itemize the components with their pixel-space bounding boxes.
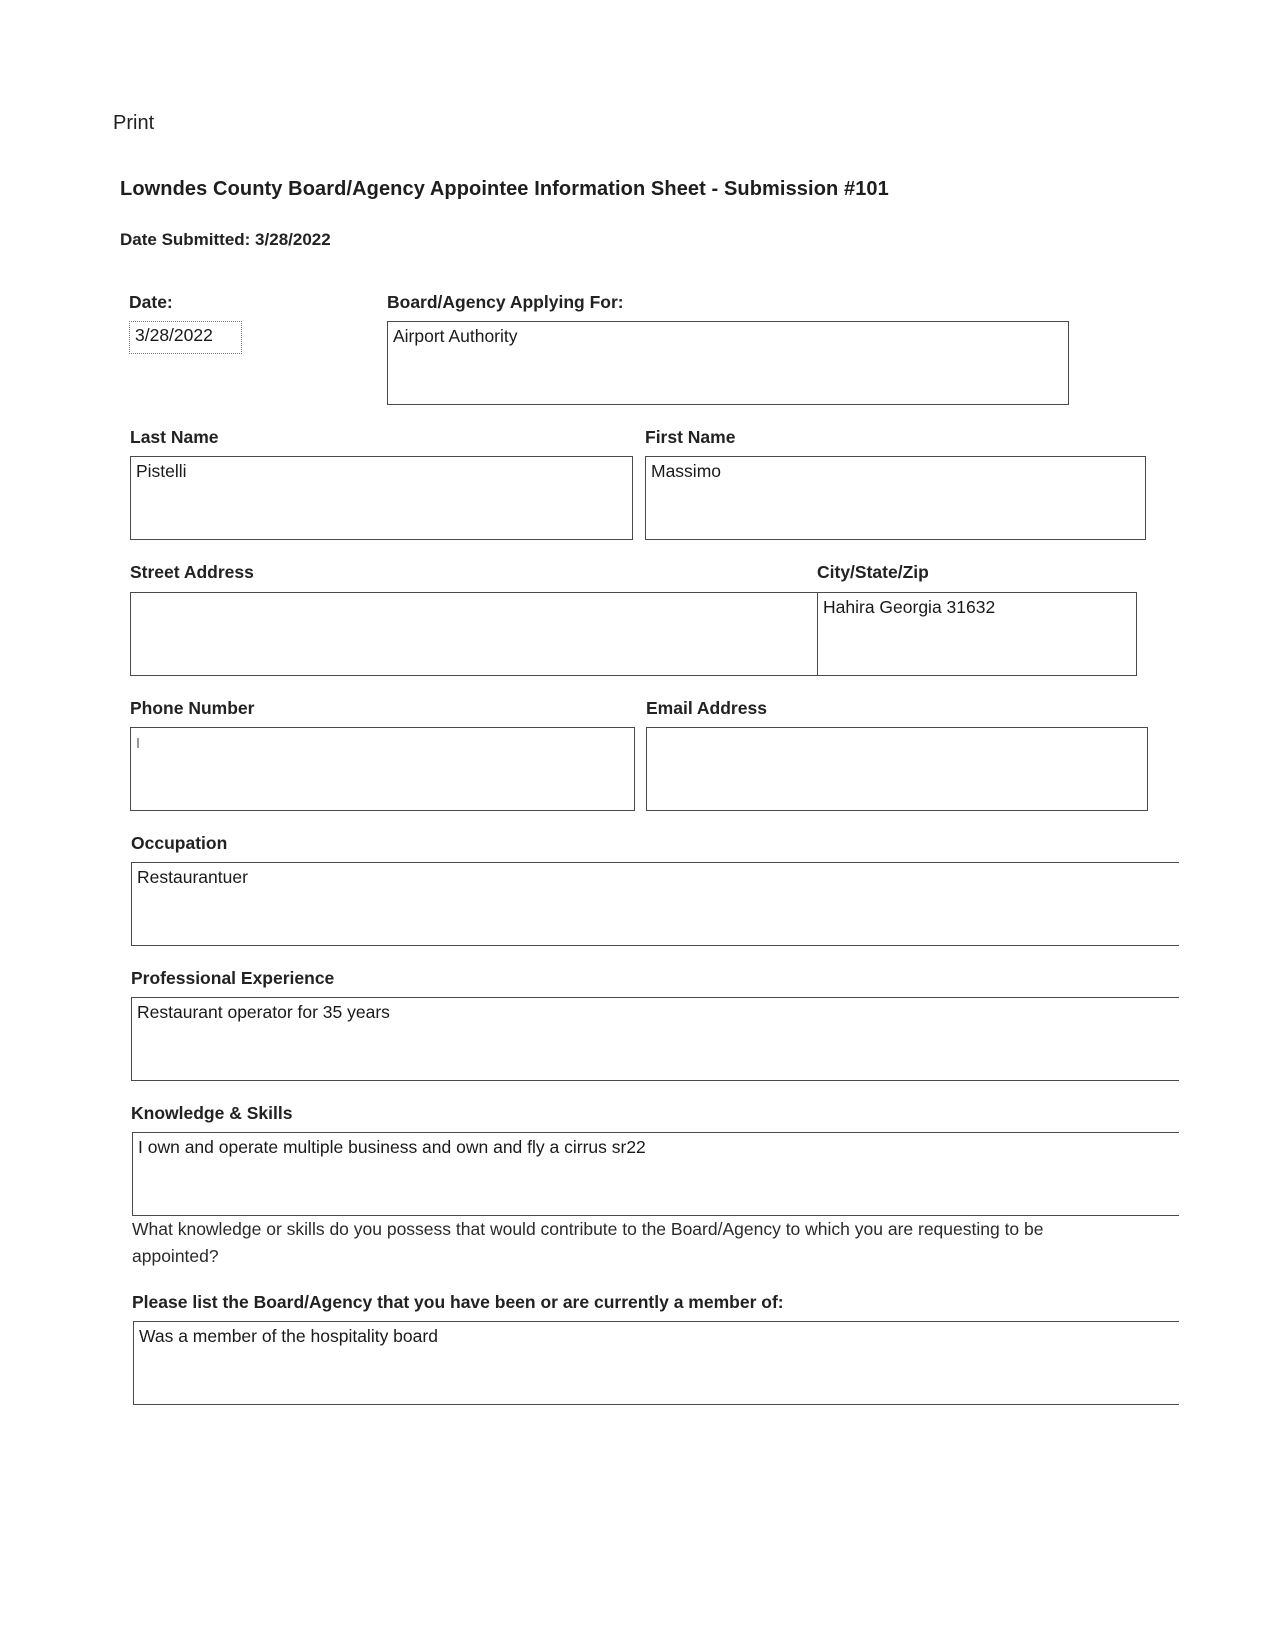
knowledge-skills-field[interactable]: I own and operate multiple business and own and fly a cirrus sr22: [132, 1132, 1179, 1216]
knowledge-skills-label: Knowledge & Skills: [131, 1103, 293, 1123]
city-state-zip-label: City/State/Zip: [817, 562, 929, 582]
email-field[interactable]: [646, 727, 1148, 811]
street-address-label: Street Address: [130, 562, 254, 582]
date-submitted: Date Submitted: 3/28/2022: [120, 230, 331, 249]
email-label: Email Address: [646, 698, 767, 718]
page-title: Lowndes County Board/Agency Appointee Information Sheet - Submission #101: [120, 178, 889, 200]
memberships-field[interactable]: Was a member of the hospitality board: [133, 1321, 1179, 1405]
first-name-field[interactable]: Massimo: [645, 456, 1146, 540]
date-field[interactable]: 3/28/2022: [129, 321, 242, 354]
street-address-field[interactable]: [130, 592, 818, 676]
last-name-field[interactable]: Pistelli: [130, 456, 633, 540]
print-link[interactable]: Print: [113, 112, 155, 134]
professional-experience-field[interactable]: Restaurant operator for 35 years: [131, 997, 1179, 1081]
occupation-label: Occupation: [131, 833, 228, 853]
board-agency-field[interactable]: Airport Authority: [387, 321, 1069, 405]
memberships-label: Please list the Board/Agency that you have been or are currently a member of:: [132, 1292, 784, 1312]
date-label: Date:: [129, 292, 173, 312]
first-name-label: First Name: [645, 427, 736, 447]
city-state-zip-field[interactable]: Hahira Georgia 31632: [817, 592, 1137, 676]
phone-label: Phone Number: [130, 698, 255, 718]
occupation-field[interactable]: Restaurantuer: [131, 862, 1179, 946]
board-agency-label: Board/Agency Applying For:: [387, 292, 624, 312]
cursor-mark: [137, 738, 139, 748]
knowledge-skills-help: What knowledge or skills do you possess that would contribute to the Board/Agency to which you are requesting to be appointed?: [132, 1219, 1044, 1266]
professional-experience-label: Professional Experience: [131, 968, 335, 988]
phone-field[interactable]: [130, 727, 635, 811]
last-name-label: Last Name: [130, 427, 219, 447]
